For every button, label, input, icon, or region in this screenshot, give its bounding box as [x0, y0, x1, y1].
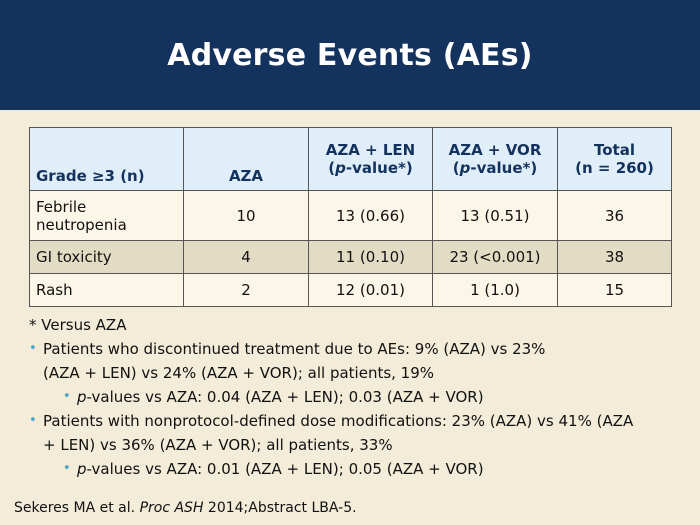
cell-event: GI toxicity [30, 241, 184, 274]
header-aza-len-line1: AZA + LEN [325, 141, 416, 159]
header-aza-len-line2: (p-value*) [328, 159, 413, 177]
bullet-text: Patients who discontinued treatment due to AEs: 9% (AZA) vs 23% [43, 340, 546, 358]
adverse-events-table [29, 127, 672, 307]
cell-aza-vor: 1 (1.0) [433, 274, 558, 307]
cell-aza-vor: 13 (0.51) [433, 191, 558, 241]
cell-event: Febrile neutropenia [30, 191, 184, 241]
sub-bullet-text: -values vs AZA: 0.01 (AZA + LEN); 0.05 (AZA + VOR) [86, 460, 484, 478]
cell-total: 36 [558, 191, 672, 241]
cell-total: 38 [558, 241, 672, 274]
cell-aza-len: 13 (0.66) [309, 191, 433, 241]
table-row [30, 241, 672, 274]
bullet-dot-icon: • [29, 413, 37, 428]
slide-title: Adverse Events (AEs) [167, 37, 533, 73]
table-row [30, 274, 672, 307]
header-grade: Grade ≥3 (n) [30, 128, 184, 191]
source-citation: Sekeres MA et al. Proc ASH 2014;Abstract LBA-5. [14, 500, 357, 516]
italic-p: p [77, 460, 87, 478]
bullet-dot-icon: • [63, 389, 71, 404]
header-aza-vor [433, 128, 558, 191]
header-total-line1: Total [594, 141, 635, 159]
italic-p: p [77, 388, 87, 406]
header-aza-len [309, 128, 433, 191]
table-row [30, 191, 672, 241]
bullet-discontinued [29, 337, 679, 361]
table-header-row [30, 128, 672, 191]
cell-aza-len: 11 (0.10) [309, 241, 433, 274]
sub-bullet-text: -values vs AZA: 0.04 (AZA + LEN); 0.03 (AZA + VOR) [86, 388, 484, 406]
cell-event: Rash [30, 274, 184, 307]
sub-bullet-pvalues-2 [29, 457, 679, 481]
bullet-dot-icon: • [63, 461, 71, 476]
sub-bullet-pvalues-1 [29, 385, 679, 409]
notes-section [29, 313, 679, 481]
cell-aza: 10 [184, 191, 309, 241]
header-aza: AZA [184, 128, 309, 191]
bullet-dose-modifications [29, 409, 679, 433]
header-total [558, 128, 672, 191]
bullet-continuation: (AZA + LEN) vs 24% (AZA + VOR); all patients, 19% [43, 364, 435, 382]
bullet-dot-icon: • [29, 341, 37, 356]
cell-total: 15 [558, 274, 672, 307]
cell-aza-len: 12 (0.01) [309, 274, 433, 307]
header-aza-vor-line1: AZA + VOR [448, 141, 542, 159]
bullet-text: Patients with nonprotocol-defined dose modifications: 23% (AZA) vs 41% (AZA [43, 412, 634, 430]
title-banner [0, 0, 700, 110]
bullet-continuation: + LEN) vs 36% (AZA + VOR); all patients, 33% [43, 436, 393, 454]
cell-aza-vor: 23 (<0.001) [433, 241, 558, 274]
cell-aza: 4 [184, 241, 309, 274]
footnote: * Versus AZA [29, 316, 127, 334]
header-aza-vor-line2: (p-value*) [452, 159, 538, 177]
cell-aza: 2 [184, 274, 309, 307]
header-total-line2: (n = 260) [575, 159, 654, 177]
